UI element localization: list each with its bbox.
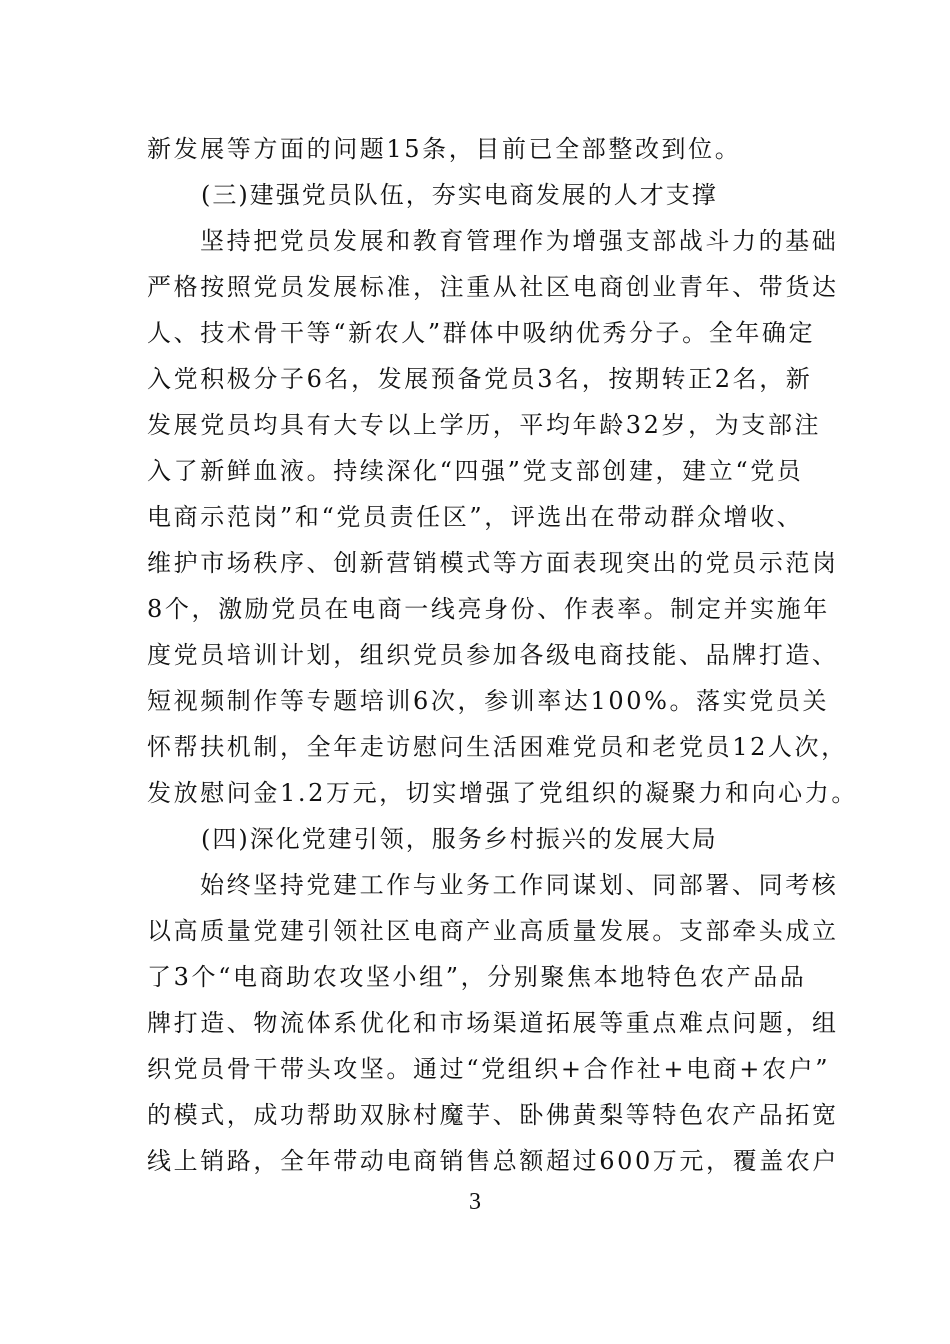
text-line: 怀帮扶机制，全年走访慰问生活困难党员和老党员12人次， bbox=[147, 733, 848, 761]
body-text bbox=[147, 126, 858, 1184]
text-line: 织党员骨干带头攻坚。通过“党组织+合作社+电商+农户” bbox=[147, 1055, 831, 1083]
text-line: 维护市场秩序、创新营销模式等方面表现突出的党员示范岗 bbox=[147, 549, 839, 577]
text-line: 了3个“电商助农攻坚小组”，分别聚焦本地特色农产品品 bbox=[147, 963, 807, 991]
text-line: 发展党员均具有大专以上学历，平均年龄32岁，为支部注 bbox=[147, 411, 822, 439]
text-line: 以高质量党建引领社区电商产业高质量发展。支部牵头成立 bbox=[147, 917, 839, 945]
paragraph-first-line: 坚持把党员发展和教育管理作为增强支部战斗力的基础 bbox=[200, 227, 839, 255]
section-heading-4: (四)深化党建引领，服务乡村振兴的发展大局 bbox=[201, 825, 718, 853]
text-line: 电商示范岗”和“党员责任区”，评选出在带动群众增收、 bbox=[147, 503, 804, 531]
text-line: 度党员培训计划，组织党员参加各级电商技能、品牌打造、 bbox=[147, 641, 839, 669]
text-line: 牌打造、物流体系优化和市场渠道拓展等重点难点问题，组 bbox=[147, 1009, 839, 1037]
text-line: 人、技术骨干等“新农人”群体中吸纳优秀分子。全年确定 bbox=[147, 319, 816, 347]
text-line: 入了新鲜血液。持续深化“四强”党支部创建，建立“党员 bbox=[147, 457, 804, 485]
text-line: 发放慰问金1.2万元，切实增强了党组织的凝聚力和向心力。 bbox=[147, 779, 858, 807]
text-line: 线上销路，全年带动电商销售总额超过600万元，覆盖农户 bbox=[147, 1147, 840, 1175]
text-line: 的模式，成功帮助双脉村魔芋、卧佛黄梨等特色农产品拓宽 bbox=[147, 1101, 839, 1129]
section-heading-3: (三)建强党员队伍，夯实电商发展的人才支撑 bbox=[201, 181, 718, 209]
text-line: 8个，激励党员在电商一线亮身份、作表率。制定并实施年 bbox=[147, 595, 830, 623]
page-number: 3 bbox=[469, 1189, 481, 1215]
text-line: 短视频制作等专题培训6次，参训率达100%。落实党员关 bbox=[147, 687, 830, 715]
text-line: 严格按照党员发展标准，注重从社区电商创业青年、带货达 bbox=[147, 273, 839, 301]
text-line: 新发展等方面的问题15条，目前已全部整改到位。 bbox=[147, 135, 742, 163]
text-line: 入党积极分子6名，发展预备党员3名，按期转正2名，新 bbox=[147, 365, 813, 393]
paragraph-first-line: 始终坚持党建工作与业务工作同谋划、同部署、同考核 bbox=[200, 871, 839, 899]
